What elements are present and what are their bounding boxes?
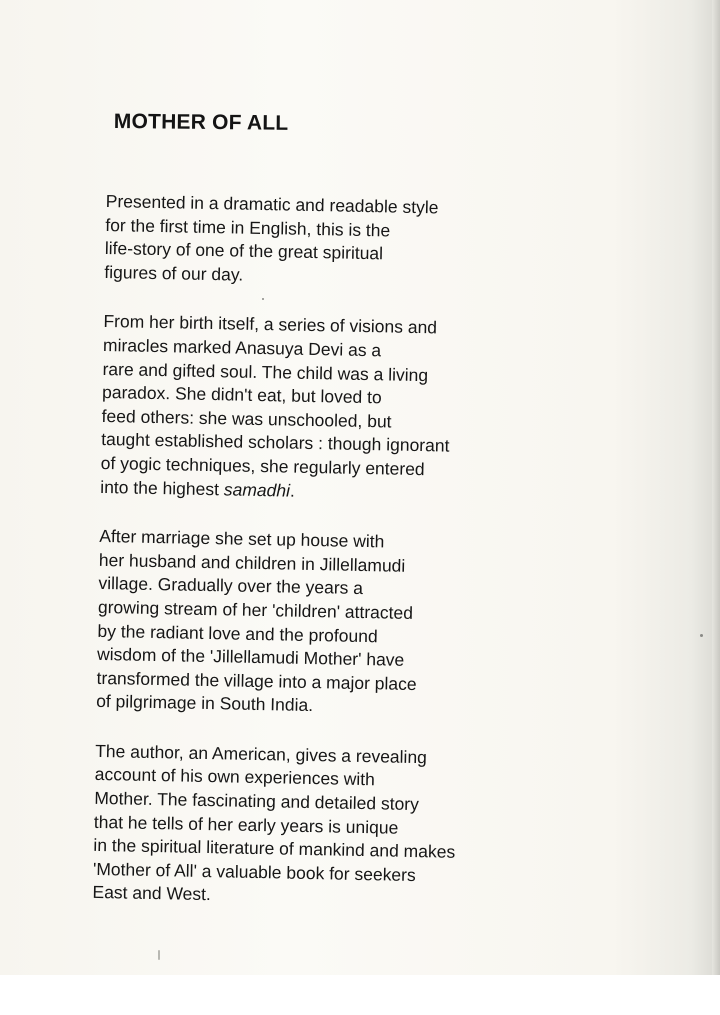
blurb-line: village. Gradually over the years a xyxy=(98,573,364,599)
blurb-line: that he tells of her early years is unique xyxy=(93,811,399,838)
blurb-line: 'Mother of All' a valuable book for seekers xyxy=(92,858,416,885)
blurb-line: in the spiritual literature of mankind and makes xyxy=(93,835,456,863)
paper-speck xyxy=(700,634,703,637)
blurb-line: rare and gifted soul. The child was a living xyxy=(102,358,429,385)
blurb-line: From her birth itself, a series of visions and xyxy=(103,311,438,338)
paper-speck xyxy=(158,950,160,960)
blurb-line: her husband and children in Jillellamudi xyxy=(98,549,406,576)
blurb-line: figures of our day. xyxy=(104,261,244,285)
blurb-line: account of his own experiences with xyxy=(94,764,376,790)
blurb-line: East and West. xyxy=(92,882,212,905)
blurb-line: feed others: she was unschooled, but xyxy=(101,405,392,432)
blurb-line: miracles marked Anasuya Devi as a xyxy=(102,334,382,361)
blurb-line-suffix: . xyxy=(289,480,296,501)
cover-edge-shadow xyxy=(712,0,720,975)
blurb-line: taught established scholars : though ignorant xyxy=(101,429,450,456)
samadhi-term: samadhi xyxy=(223,478,291,501)
blurb-line: paradox. She didn't eat, but loved to xyxy=(101,382,382,408)
blurb-line: growing stream of her 'children' attracted xyxy=(97,596,414,623)
blurb-line: by the radiant love and the profound xyxy=(97,620,378,646)
blurb-line: transformed the village into a major place xyxy=(96,667,417,694)
blurb-line: Mother. The fascinating and detailed story xyxy=(94,787,420,815)
blurb-paragraph-3 xyxy=(96,525,580,723)
blurb-line: After marriage she set up house with xyxy=(99,526,385,552)
blurb-paragraph-2 xyxy=(100,310,584,508)
blurb-line: of yogic techniques, she regularly entered xyxy=(100,452,425,480)
blurb-line-prefix: into the highest xyxy=(100,476,220,499)
blurb-line: of pilgrimage in South India. xyxy=(95,691,314,716)
cover-title: MOTHER OF ALL xyxy=(113,110,289,135)
blurb-line: The author, an American, gives a revealing xyxy=(95,740,428,768)
blurb-text xyxy=(92,190,586,940)
blurb-line: wisdom of the 'Jillellamudi Mother' have xyxy=(96,644,405,670)
scan-margin xyxy=(0,975,720,1015)
paper-speck xyxy=(262,298,264,300)
blurb-line: Presented in a dramatic and readable style xyxy=(105,190,439,218)
blurb-line: for the first time in English, this is the xyxy=(105,214,391,241)
blurb-line: life-story of one of the great spiritual xyxy=(104,238,384,264)
blurb-paragraph-1 xyxy=(104,190,586,294)
blurb-paragraph-4 xyxy=(92,740,575,914)
